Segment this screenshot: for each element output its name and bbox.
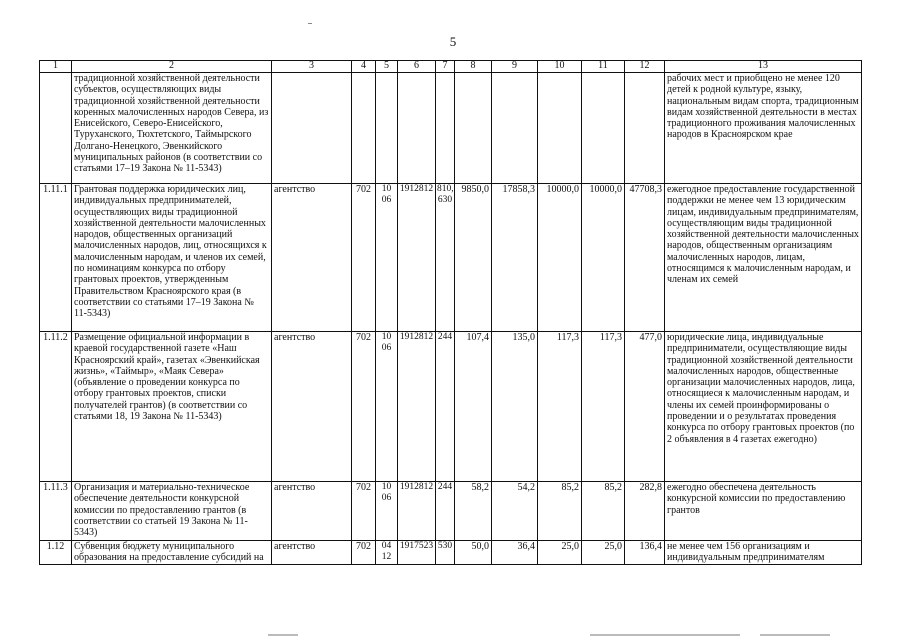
amount-cell: 36,4 [492, 541, 538, 565]
target-article-code: 1912812 [398, 332, 436, 482]
section-code [376, 73, 398, 184]
header-cell: 10 [538, 61, 582, 73]
total-cell: 47708,3 [625, 184, 665, 332]
header-cell: 9 [492, 61, 538, 73]
executor: агентство [272, 541, 352, 565]
header-cell: 12 [625, 61, 665, 73]
expected-result: рабочих мест и приобщено не менее 120 детей к родной культуре, языку, национальным видам спорта, традиционным видам хозяйственной деятельности в местах традиционного проживания малочисленных народов в Красноярском крае [665, 73, 862, 184]
amount-cell [492, 73, 538, 184]
header-cell: 4 [352, 61, 376, 73]
header-cell: 8 [455, 61, 492, 73]
page-number: 5 [449, 34, 457, 49]
target-article-code [398, 73, 436, 184]
amount-cell: 107,4 [455, 332, 492, 482]
program-activities-table [39, 60, 862, 565]
amount-cell: 25,0 [538, 541, 582, 565]
grbs-code: 702 [352, 482, 376, 541]
expense-type-code: 530 [436, 541, 455, 565]
expected-result: не менее чем 156 организациям и индивидуальным предпринимателям [665, 541, 862, 565]
target-article-code: 1912812 [398, 482, 436, 541]
amount-cell: 10000,0 [538, 184, 582, 332]
expense-type-code: 244 [436, 482, 455, 541]
header-cell: 1 [40, 61, 72, 73]
target-article-code: 1917523 [398, 541, 436, 565]
activity-description: традиционной хозяйственной деятельности субъектов, осуществляющих виды традиционной хозяйственной деятельности коренных малочисленных народов Севера, из Енисейского, Северо-Енисейского, Туруханского, Тюхтетского, Таймырского Долгано-Ненецкого, Эвенкийского муниципальных районов (в соответствии со статьями 17–19 Закона № 11-5343) [72, 73, 272, 184]
amount-cell [538, 73, 582, 184]
amount-cell: 54,2 [492, 482, 538, 541]
scan-mark [308, 23, 312, 24]
amount-cell: 117,3 [582, 332, 625, 482]
amount-cell: 10000,0 [582, 184, 625, 332]
activity-description: Грантовая поддержка юридических лиц, индивидуальных предпринимателей, осуществляющих виды традиционной хозяйственной деятельности малочисленных народов, общественных организаций малочисленных народов, лиц, относящихся к малочисленным народам, и членов их семей, по номинациям конкурса по отбору грантовых проектов, утвержденным Правительством Красноярского края (в соответствии со статьями 17–19 Закона № 11-5343) [72, 184, 272, 332]
table-row [40, 541, 862, 565]
grbs-code: 702 [352, 541, 376, 565]
expected-result: ежегодное предоставление государственной поддержки не менее чем 13 юридическим лицам, индивидуальным предпринимателям, осуществляющим виды традиционной хозяйственной деятельности малочисленных народов, общественным организациям малочисленных народов, лицам, относящимся к малочисленным народам, и членам их семей [665, 184, 862, 332]
executor: агентство [272, 482, 352, 541]
scan-artifact [760, 634, 830, 636]
target-article-code: 1912812 [398, 184, 436, 332]
header-cell: 6 [398, 61, 436, 73]
total-cell: 282,8 [625, 482, 665, 541]
header-row [40, 61, 862, 73]
section-code: 10 06 [376, 332, 398, 482]
activity-description: Организация и материально-техническое обеспечение деятельности конкурсной комиссии по предоставлению грантов (в соответствии со статьей 19 Закона № 11-5343) [72, 482, 272, 541]
header-cell: 3 [272, 61, 352, 73]
header-cell: 5 [376, 61, 398, 73]
item-number: 1.11.1 [40, 184, 72, 332]
scan-artifact [268, 634, 298, 636]
header-cell: 11 [582, 61, 625, 73]
item-number [40, 73, 72, 184]
expense-type-code [436, 73, 455, 184]
total-cell: 136,4 [625, 541, 665, 565]
item-number: 1.11.3 [40, 482, 72, 541]
expense-type-code: 244 [436, 332, 455, 482]
expense-type-code: 810, 630 [436, 184, 455, 332]
header-cell: 2 [72, 61, 272, 73]
activity-description: Субвенция бюджету муниципального образования на предоставление субсидий на [72, 541, 272, 565]
amount-cell: 135,0 [492, 332, 538, 482]
section-code: 10 06 [376, 184, 398, 332]
expected-result: ежегодно обеспечена деятельность конкурсной комиссии по предоставлению грантов [665, 482, 862, 541]
scan-artifact [590, 634, 740, 636]
total-cell: 477,0 [625, 332, 665, 482]
amount-cell [582, 73, 625, 184]
table-row [40, 73, 862, 184]
amount-cell: 50,0 [455, 541, 492, 565]
item-number: 1.11.2 [40, 332, 72, 482]
section-code: 10 06 [376, 482, 398, 541]
amount-cell: 85,2 [538, 482, 582, 541]
total-cell [625, 73, 665, 184]
amount-cell: 25,0 [582, 541, 625, 565]
header-cell: 13 [665, 61, 862, 73]
amount-cell: 17858,3 [492, 184, 538, 332]
table-row [40, 184, 862, 332]
executor: агентство [272, 332, 352, 482]
amount-cell: 117,3 [538, 332, 582, 482]
grbs-code: 702 [352, 184, 376, 332]
table-row [40, 332, 862, 482]
header-cell: 7 [436, 61, 455, 73]
executor: агентство [272, 184, 352, 332]
activity-description: Размещение официальной информации в краевой государственной газете «Наш Красноярский край», газетах «Эвенкийская жизнь», «Таймыр», «Маяк Севера» (объявление о проведении конкурса по отбору грантовых проектов, списки получателей грантов) (в соответствии со статьями 18, 19 Закона № 11-5343) [72, 332, 272, 482]
item-number: 1.12 [40, 541, 72, 565]
expected-result: юридические лица, индивидуальные предприниматели, осуществляющие виды традиционной хозяйственной деятельности малочисленных народов, общественные организации малочисленных народов, лица, относящиеся к малочисленным народам, и члены их семей проинформированы о проведении и о результатах проведения конкурса по отбору грантовых проектов (по 2 объявления в 4 газетах ежегодно) [665, 332, 862, 482]
amount-cell: 85,2 [582, 482, 625, 541]
executor [272, 73, 352, 184]
amount-cell: 58,2 [455, 482, 492, 541]
grbs-code [352, 73, 376, 184]
table-row [40, 482, 862, 541]
amount-cell [455, 73, 492, 184]
amount-cell: 9850,0 [455, 184, 492, 332]
section-code: 04 12 [376, 541, 398, 565]
grbs-code: 702 [352, 332, 376, 482]
